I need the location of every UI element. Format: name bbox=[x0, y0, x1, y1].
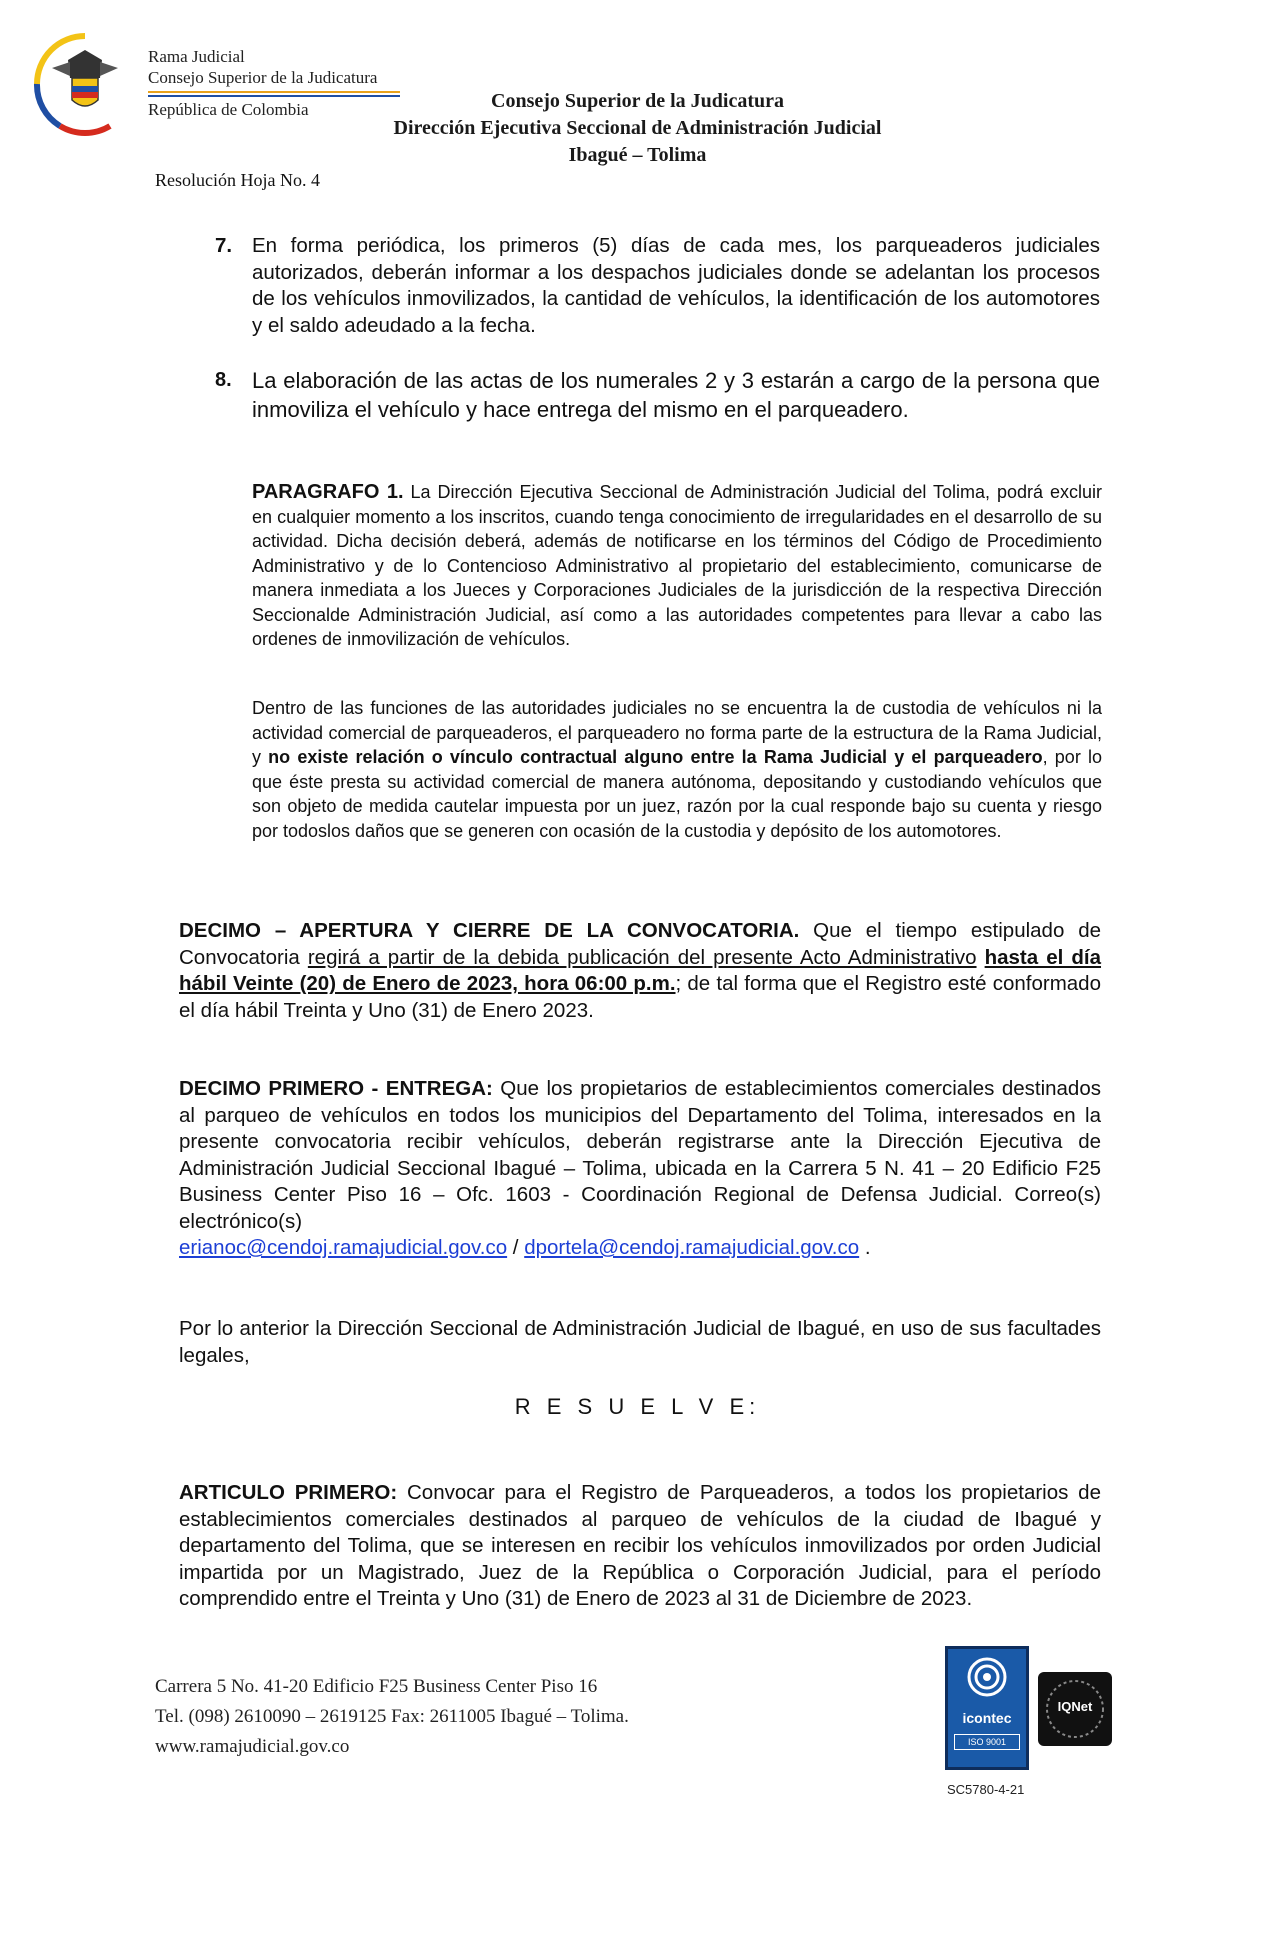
brand-line-3: República de Colombia bbox=[148, 100, 309, 119]
decimo-label: DECIMO – APERTURA Y CIERRE DE LA CONVOCATORIA. bbox=[179, 919, 800, 942]
decimo-underline: regirá a partir de la debida publicación del presente Acto Administrativo bbox=[307, 945, 977, 969]
iqnet-label: IQNet bbox=[1057, 1699, 1093, 1714]
brand-line-1: Rama Judicial bbox=[148, 47, 245, 66]
certificate-code: SC5780-4-21 bbox=[947, 1782, 1025, 1797]
iqnet-certification-badge bbox=[1038, 1672, 1112, 1746]
footer-line-2: Tel. (098) 2610090 – 2619125 Fax: 2611005 Ibagué – Tolima. bbox=[155, 1706, 629, 1727]
decimo-primero-label: DECIMO PRIMERO - ENTREGA: bbox=[179, 1077, 493, 1100]
anterior-paragraph: Por lo anterior la Dirección Seccional de Administración Judicial de Ibagué, en uso de sus facultades legales, bbox=[179, 1317, 1101, 1367]
list-item bbox=[215, 233, 1100, 339]
resuelve-heading: R E S U E L V E: bbox=[514, 1394, 761, 1419]
footer-address bbox=[155, 1672, 629, 1762]
iso-label: ISO 9001 bbox=[954, 1734, 1020, 1750]
header-title-2: Dirección Ejecutiva Seccional de Administración Judicial bbox=[393, 117, 882, 139]
footer-line-1: Carrera 5 No. 41-20 Edificio F25 Business Center Piso 16 bbox=[155, 1676, 598, 1697]
footer-line-3: www.ramajudicial.gov.co bbox=[155, 1736, 350, 1757]
decimo-section bbox=[179, 918, 1101, 1024]
decimo-primero-section bbox=[179, 1076, 1101, 1262]
brand-line-2: Consejo Superior de la Judicatura bbox=[148, 68, 378, 87]
articulo-primero bbox=[179, 1480, 1101, 1613]
email-link-2[interactable]: dportela@cendoj.ramajudicial.gov.co bbox=[524, 1236, 860, 1259]
paragrafo-text: La Dirección Ejecutiva Seccional de Administración Judicial del Tolima, podrá excluir en cualquier momento a los inscritos, cuando tenga conocimiento de irregularidades en el desarrollo de su actividad. Dicha decisión deberá, además de notificarse en los términos del Código de Procedimiento Administrativo y de lo Contencioso Administrativo al propietario del establecimiento, comunicarse de manera inmediata a los Jueces y Corporaciones Judiciales de la jurisdicción de la respectiva Dirección Seccionalde Administración Judicial, así como a las autoridades competentes para llevar a cabo las ordenes de inmovilización de vehículos. bbox=[252, 482, 1102, 649]
icontec-label: icontec bbox=[962, 1710, 1012, 1726]
email-end: . bbox=[859, 1236, 871, 1259]
icontec-emblem-icon bbox=[948, 1649, 1026, 1709]
sheet-number: Resolución Hoja No. 4 bbox=[155, 170, 320, 190]
header-title-3: Ibagué – Tolima bbox=[568, 144, 707, 166]
disclaimer-paragraph bbox=[252, 696, 1102, 843]
articulo-label: ARTICULO PRIMERO: bbox=[179, 1481, 398, 1504]
decimo-deadline: hasta el día hábil Veinte (20) de Enero de 2023, hora 06:00 p.m. bbox=[179, 945, 1102, 995]
paragrafo-label: PARAGRAFO 1. bbox=[252, 481, 404, 503]
disclaimer-text-1: Dentro de las funciones de las autoridades judiciales no se encuentra la de custodia de vehículos ni la actividad comercial de parqueaderos, el parqueadero no forma parte de la estructura de la Rama Judicial, y bbox=[252, 698, 1102, 767]
articulo-text: Convocar para el Registro de Parqueaderos, a todos los propietarios de establecimientos comerciales destinados al parqueo de vehículos de la ciudad de Ibagué y departamento del Tolima, que se interesen en recibir los vehículos inmovilizados por orden Judicial impartida por un Magistrado, Juez de la República o Corporación Judicial, para el período comprendido entre el Treinta y Uno (31) de Enero de 2023 al 31 de Diciembre de 2023. bbox=[179, 1481, 1101, 1610]
paragrafo-1 bbox=[252, 480, 1102, 652]
list-item bbox=[215, 366, 1100, 424]
email-link-1[interactable]: erianoc@cendoj.ramajudicial.gov.co bbox=[179, 1236, 508, 1259]
decimo-primero-text: Que los propietarios de establecimientos comerciales destinados al parqueo de vehículos en todos los municipios del Departamento del Tolima, interesados en la presente convocatoria recibir vehículos, deberán registrarse ante la Dirección Ejecutiva de Administración Judicial Seccional Ibagué – Tolima, ubicada en la Carrera 5 N. 41 – 20 Edificio F25 Business Center Piso 16 – Ofc. 1603 - Coordinación Regional de Defensa Judicial. Correo(s) electrónico(s) bbox=[179, 1077, 1101, 1233]
email-separator: / bbox=[507, 1236, 525, 1259]
header-title-1: Consejo Superior de la Judicatura bbox=[491, 90, 784, 112]
disclaimer-bold: no existe relación o vínculo contractual alguno entre la Rama Judicial y el parqueadero bbox=[268, 747, 1043, 767]
decimo-text-2: ; de tal forma que el Registro esté conformado el día hábil Treinta y Uno (31) de Enero 2023. bbox=[179, 972, 1101, 1022]
item-text: En forma periódica, los primeros (5) días de cada mes, los parqueaderos judiciales autorizados, deberán informar a los despachos judiciales donde se adelantan los procesos de los vehículos inmovilizados, la cantidad de vehículos, la identificación de los automotores y el saldo adeudado a la fecha. bbox=[252, 234, 1100, 337]
item-text: La elaboración de las actas de los numerales 2 y 3 estarán a cargo de la persona que inmoviliza el vehículo y hace entrega del mismo en el parqueadero. bbox=[252, 368, 1100, 422]
disclaimer-text-2: , por lo que éste presta su actividad comercial de manera autónoma, depositando y custodiando vehículos que son objeto de medida cautelar impuesta por un juez, razón por la cual responde bajo su cuenta y riesgo por todoslos daños que se generen con ocasión de la custodia y depósito de los automotores. bbox=[252, 747, 1102, 841]
icontec-certification-badge bbox=[945, 1646, 1029, 1770]
item-number: 8. bbox=[215, 369, 232, 391]
decimo-text-1: Que el tiempo estipulado de Convocatoria bbox=[179, 919, 1101, 969]
item-number: 7. bbox=[215, 234, 233, 257]
